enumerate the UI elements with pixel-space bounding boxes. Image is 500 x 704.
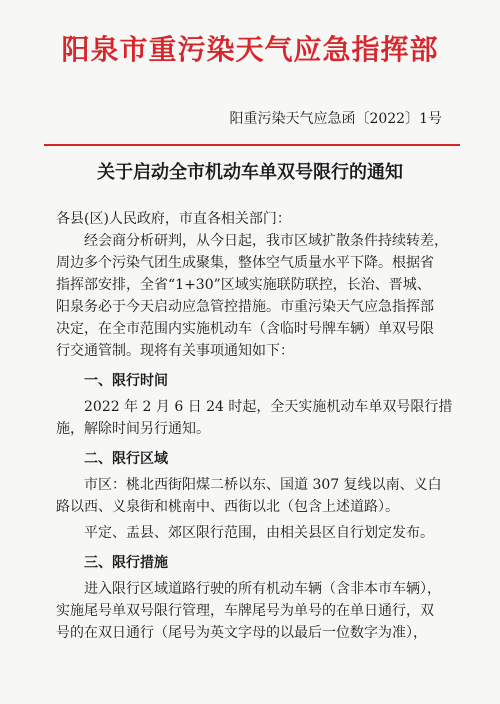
section-line: 实施尾号单双号限行管理，车牌尾号为单号的在单日通行，双 — [56, 603, 434, 619]
section-heading: 二、限行区域 — [84, 451, 168, 467]
section-line: 进入限行区域道路行驶的所有机动车辆（含非本市车辆）， — [84, 581, 441, 597]
section-heading: 三、限行措施 — [84, 555, 168, 571]
section-line: 施，解除时间另行通知。 — [56, 421, 210, 437]
section-heading: 一、限行时间 — [84, 373, 168, 389]
document-number: 阳重污染天气应急函〔2022〕1号 — [229, 111, 442, 127]
paragraph-line: 指挥部安排，全省“1+30”区域实施联防联控，长治、晋城、 — [56, 277, 431, 293]
paragraph-line: 经会商分析研判，从今日起，我市区域扩散条件持续转差， — [84, 233, 448, 249]
section-line: 平定、盂县、郊区限行范围，由相关县区自行划定发布。 — [84, 525, 434, 541]
greeting: 各县(区)人民政府，市直各相关部门： — [56, 211, 291, 227]
section-line: 号的在双日通行（尾号为英文字母的以最后一位数字为准）， — [56, 625, 427, 641]
document-body — [56, 208, 456, 644]
notice-title: 关于启动全市机动车单双号限行的通知 — [97, 162, 403, 183]
section-line: 路以西、义泉街和桃南中、西街以北（包含上述道路）。 — [56, 499, 399, 515]
paragraph-line: 阳泉务必于今天启动应急管控措施。市重污染天气应急指挥部 — [56, 299, 434, 315]
paragraph-line: 决定，在全市范围内实施机动车（含临时号牌车辆）单双号限 — [56, 321, 434, 337]
section-line: 2022 年 2 月 6 日 24 时起，全天实施机动车单双号限行措 — [84, 399, 453, 415]
paragraph-line: 周边多个污染气团生成聚集，整体空气质量水平下降。根据省 — [56, 255, 434, 271]
paragraph-line: 行交通管制。现将有关事项通知如下： — [56, 343, 294, 359]
red-divider-line — [44, 144, 460, 146]
section-line: 市区：桃北西街阳煤二桥以东、国道 307 复线以南、义白 — [84, 477, 442, 493]
issuer-header: 阳泉市重污染天气应急指挥部 — [61, 33, 439, 66]
